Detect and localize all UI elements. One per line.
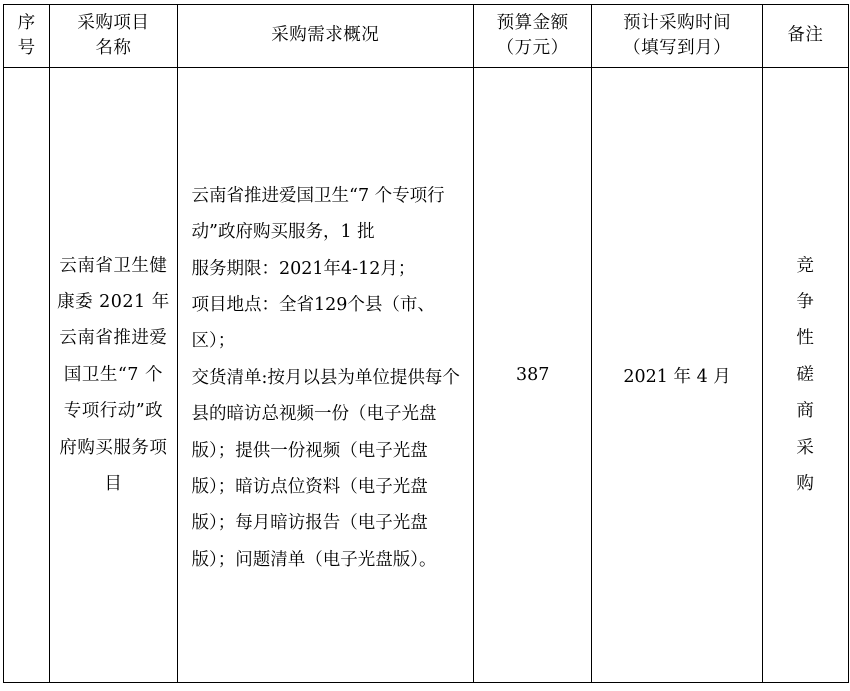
column-header-desc: 采购需求概况 [177,5,473,68]
table-header-row [4,5,849,68]
cell-budget-value: 387 [515,365,550,385]
table-row [4,68,849,683]
remark-character: 性 [796,328,815,349]
procurement-table [3,4,849,683]
remark-character: 争 [796,292,815,313]
requirement-paragraphs [178,162,473,588]
cell-budget-amount [473,68,592,683]
remark-character: 竞 [796,255,815,276]
remark-character: 购 [796,473,815,494]
remark-character: 采 [796,437,815,458]
cell-project-name [50,68,177,683]
requirement-paragraph: 云南省推进爱国卫生“7 个专项行动”政府购买服务，1 批 [191,185,445,243]
cell-project-name-value: 云南省卫生健康委 2021 年云南省推进爱国卫生“7 个专项行动”政府购买服务项目 [57,255,170,494]
column-header-seq: 序 号 [4,5,50,68]
cell-remark-value [763,248,848,503]
cell-planned-time [592,68,762,683]
requirement-paragraph: 项目地点：全省129个县（市、区）； [191,295,435,352]
cell-requirement-description [177,68,473,683]
column-header-remark: 备注 [762,5,848,68]
requirement-paragraph: 服务期限：2021年4-12月； [191,258,416,279]
cell-planned-time-value: 2021 年 4 月 [623,366,731,387]
column-header-budget: 预算金额 （万元） [473,5,592,68]
cell-remark [762,68,848,683]
requirement-paragraph: 交货清单:按月以县为单位提供每个县的暗访总视频一份（电子光盘版）；提供一份视频（电子光盘版）；暗访点位资料（电子光盘版）；每月暗访报告（电子光盘版）；问题清单（电子光盘版）。 [191,367,460,570]
remark-character: 磋 [796,364,815,385]
column-header-name: 采购项目 名称 [50,5,177,68]
cell-seq [4,68,50,683]
remark-character: 商 [796,401,815,422]
column-header-time: 预计采购时间 （填写到月） [592,5,762,68]
